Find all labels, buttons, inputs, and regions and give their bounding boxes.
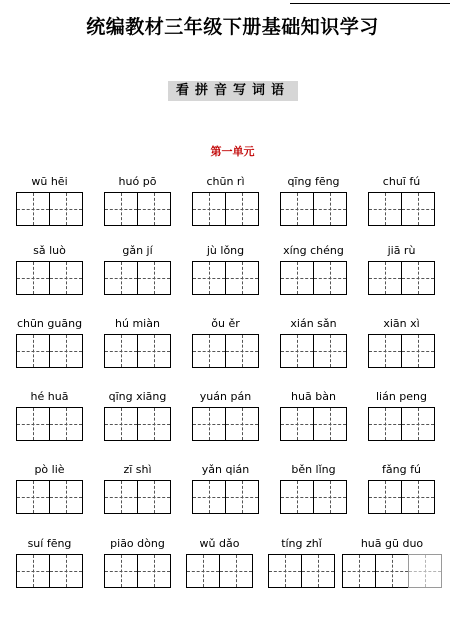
writing-grid bbox=[368, 480, 434, 514]
writing-grid bbox=[280, 407, 346, 441]
pinyin-label: yǎn qián bbox=[201, 463, 250, 476]
word-item bbox=[16, 244, 83, 300]
writing-grid bbox=[186, 554, 252, 588]
writing-grid bbox=[104, 480, 170, 514]
tianzige-cell[interactable] bbox=[104, 407, 138, 441]
word-row bbox=[0, 463, 465, 523]
tianzige-cell[interactable] bbox=[225, 334, 259, 368]
pinyin-label: chūn rì bbox=[206, 175, 245, 188]
word-item bbox=[186, 537, 253, 593]
tianzige-cell[interactable] bbox=[104, 334, 138, 368]
writing-grid bbox=[342, 554, 441, 588]
tianzige-cell[interactable] bbox=[368, 334, 402, 368]
tianzige-cell[interactable] bbox=[192, 192, 226, 226]
word-row bbox=[0, 317, 465, 377]
writing-grid bbox=[16, 334, 82, 368]
writing-grid bbox=[192, 334, 258, 368]
pinyin-label: hú miàn bbox=[115, 317, 160, 330]
tianzige-cell[interactable] bbox=[219, 554, 253, 588]
pinyin-label: suí fēng bbox=[27, 537, 72, 550]
tianzige-cell[interactable] bbox=[408, 554, 442, 588]
writing-grid bbox=[192, 480, 258, 514]
tianzige-cell[interactable] bbox=[313, 192, 347, 226]
pinyin-label: chuī fú bbox=[382, 175, 421, 188]
tianzige-cell[interactable] bbox=[225, 261, 259, 295]
word-item bbox=[192, 463, 259, 519]
word-item bbox=[368, 175, 435, 231]
pinyin-label: wǔ dǎo bbox=[199, 537, 240, 550]
pinyin-label: huā bàn bbox=[291, 390, 336, 403]
tianzige-cell[interactable] bbox=[401, 261, 435, 295]
word-item bbox=[16, 317, 83, 373]
word-item bbox=[192, 390, 259, 446]
pinyin-label: yuán pán bbox=[199, 390, 252, 403]
tianzige-cell[interactable] bbox=[368, 261, 402, 295]
word-item bbox=[16, 175, 83, 231]
word-item bbox=[192, 175, 259, 231]
writing-grid bbox=[368, 261, 434, 295]
tianzige-cell[interactable] bbox=[16, 480, 50, 514]
pinyin-label: wū hēi bbox=[31, 175, 68, 188]
writing-grid bbox=[104, 334, 170, 368]
tianzige-cell[interactable] bbox=[192, 407, 226, 441]
word-item bbox=[280, 244, 347, 300]
word-item bbox=[280, 463, 347, 519]
tianzige-cell[interactable] bbox=[280, 261, 314, 295]
word-item bbox=[280, 317, 347, 373]
tianzige-cell[interactable] bbox=[16, 407, 50, 441]
pinyin-label: qīng fēng bbox=[287, 175, 340, 188]
tianzige-cell[interactable] bbox=[49, 261, 83, 295]
word-item bbox=[192, 244, 259, 300]
unit-heading: 第一单元 bbox=[210, 145, 255, 158]
pinyin-label: xián sǎn bbox=[290, 317, 337, 330]
writing-grid bbox=[104, 192, 170, 226]
writing-grid bbox=[16, 261, 82, 295]
writing-grid bbox=[104, 261, 170, 295]
tianzige-cell[interactable] bbox=[137, 334, 171, 368]
tianzige-cell[interactable] bbox=[280, 407, 314, 441]
tianzige-cell[interactable] bbox=[342, 554, 376, 588]
word-row bbox=[0, 244, 465, 304]
tianzige-cell[interactable] bbox=[368, 407, 402, 441]
tianzige-cell[interactable] bbox=[313, 261, 347, 295]
word-item bbox=[280, 175, 347, 231]
tianzige-cell[interactable] bbox=[280, 480, 314, 514]
pinyin-label: sǎ luò bbox=[33, 244, 66, 257]
tianzige-cell[interactable] bbox=[225, 192, 259, 226]
tianzige-cell[interactable] bbox=[225, 480, 259, 514]
tianzige-cell[interactable] bbox=[401, 334, 435, 368]
tianzige-cell[interactable] bbox=[280, 192, 314, 226]
writing-grid bbox=[16, 480, 82, 514]
writing-grid bbox=[280, 192, 346, 226]
writing-grid bbox=[192, 407, 258, 441]
word-item bbox=[368, 390, 435, 446]
pinyin-label: jù lǒng bbox=[206, 244, 245, 257]
tianzige-cell[interactable] bbox=[16, 334, 50, 368]
tianzige-cell[interactable] bbox=[313, 407, 347, 441]
writing-grid bbox=[268, 554, 334, 588]
pinyin-label: chūn guāng bbox=[16, 317, 83, 330]
tianzige-cell[interactable] bbox=[192, 480, 226, 514]
word-item bbox=[104, 244, 171, 300]
word-item bbox=[192, 317, 259, 373]
word-item bbox=[268, 537, 335, 593]
pinyin-label: jiā rù bbox=[387, 244, 416, 257]
word-row bbox=[0, 390, 465, 450]
pinyin-label: gǎn jí bbox=[122, 244, 153, 257]
tianzige-cell[interactable] bbox=[192, 334, 226, 368]
tianzige-cell[interactable] bbox=[137, 554, 171, 588]
tianzige-cell[interactable] bbox=[401, 480, 435, 514]
word-item bbox=[104, 317, 171, 373]
word-item bbox=[16, 390, 83, 446]
word-item bbox=[342, 537, 442, 593]
page-title: 统编教材三年级下册基础知识学习 bbox=[86, 16, 379, 38]
tianzige-cell[interactable] bbox=[104, 554, 138, 588]
tianzige-cell[interactable] bbox=[49, 192, 83, 226]
word-item bbox=[104, 463, 171, 519]
writing-grid bbox=[280, 261, 346, 295]
tianzige-cell[interactable] bbox=[280, 334, 314, 368]
word-item bbox=[368, 317, 435, 373]
pinyin-label: hé huā bbox=[30, 390, 69, 403]
word-item bbox=[104, 390, 171, 446]
word-item bbox=[368, 463, 435, 519]
word-row bbox=[0, 175, 465, 235]
tianzige-cell[interactable] bbox=[137, 407, 171, 441]
tianzige-cell[interactable] bbox=[301, 554, 335, 588]
pinyin-label: pò liè bbox=[34, 463, 65, 476]
tianzige-cell[interactable] bbox=[192, 261, 226, 295]
pinyin-label: xíng chéng bbox=[283, 244, 344, 257]
writing-grid bbox=[192, 192, 258, 226]
pinyin-label: piāo dòng bbox=[110, 537, 165, 550]
tianzige-cell[interactable] bbox=[401, 407, 435, 441]
tianzige-cell[interactable] bbox=[368, 480, 402, 514]
tianzige-cell[interactable] bbox=[137, 480, 171, 514]
writing-grid bbox=[368, 407, 434, 441]
word-item bbox=[104, 175, 171, 231]
tianzige-cell[interactable] bbox=[186, 554, 220, 588]
word-item bbox=[368, 244, 435, 300]
pinyin-label: fǎng fú bbox=[382, 463, 421, 476]
pinyin-label: lián peng bbox=[375, 390, 428, 403]
pinyin-label: zī shì bbox=[123, 463, 152, 476]
tianzige-cell[interactable] bbox=[104, 192, 138, 226]
writing-grid bbox=[368, 334, 434, 368]
tianzige-cell[interactable] bbox=[49, 554, 83, 588]
word-item bbox=[104, 537, 171, 593]
writing-grid bbox=[368, 192, 434, 226]
writing-grid bbox=[280, 334, 346, 368]
tianzige-cell[interactable] bbox=[104, 480, 138, 514]
tianzige-cell[interactable] bbox=[375, 554, 409, 588]
tianzige-cell[interactable] bbox=[137, 192, 171, 226]
tianzige-cell[interactable] bbox=[49, 334, 83, 368]
word-row bbox=[0, 537, 465, 597]
tianzige-cell[interactable] bbox=[16, 554, 50, 588]
pinyin-label: qīng xiāng bbox=[108, 390, 167, 403]
tianzige-cell[interactable] bbox=[313, 334, 347, 368]
tianzige-cell[interactable] bbox=[401, 192, 435, 226]
tianzige-cell[interactable] bbox=[49, 407, 83, 441]
writing-grid bbox=[16, 192, 82, 226]
tianzige-cell[interactable] bbox=[16, 261, 50, 295]
writing-grid bbox=[104, 554, 170, 588]
tianzige-cell[interactable] bbox=[49, 480, 83, 514]
pinyin-label: huā gū duo bbox=[360, 537, 424, 550]
writing-grid bbox=[16, 554, 82, 588]
writing-grid bbox=[280, 480, 346, 514]
pinyin-label: huó pō bbox=[118, 175, 157, 188]
tianzige-cell[interactable] bbox=[368, 192, 402, 226]
pinyin-label: xiān xì bbox=[383, 317, 420, 330]
tianzige-cell[interactable] bbox=[225, 407, 259, 441]
pinyin-label: běn lǐng bbox=[291, 463, 336, 476]
writing-grid bbox=[192, 261, 258, 295]
tianzige-cell[interactable] bbox=[268, 554, 302, 588]
section-heading: 看拼音写词语 bbox=[168, 81, 298, 101]
writing-grid bbox=[16, 407, 82, 441]
tianzige-cell[interactable] bbox=[16, 192, 50, 226]
tianzige-cell[interactable] bbox=[137, 261, 171, 295]
pinyin-label: tíng zhǐ bbox=[281, 537, 322, 550]
tianzige-cell[interactable] bbox=[313, 480, 347, 514]
word-item bbox=[16, 537, 83, 593]
word-item bbox=[16, 463, 83, 519]
pinyin-label: ǒu ěr bbox=[211, 317, 240, 330]
writing-grid bbox=[104, 407, 170, 441]
tianzige-cell[interactable] bbox=[104, 261, 138, 295]
header-rule bbox=[290, 3, 450, 4]
word-item bbox=[280, 390, 347, 446]
